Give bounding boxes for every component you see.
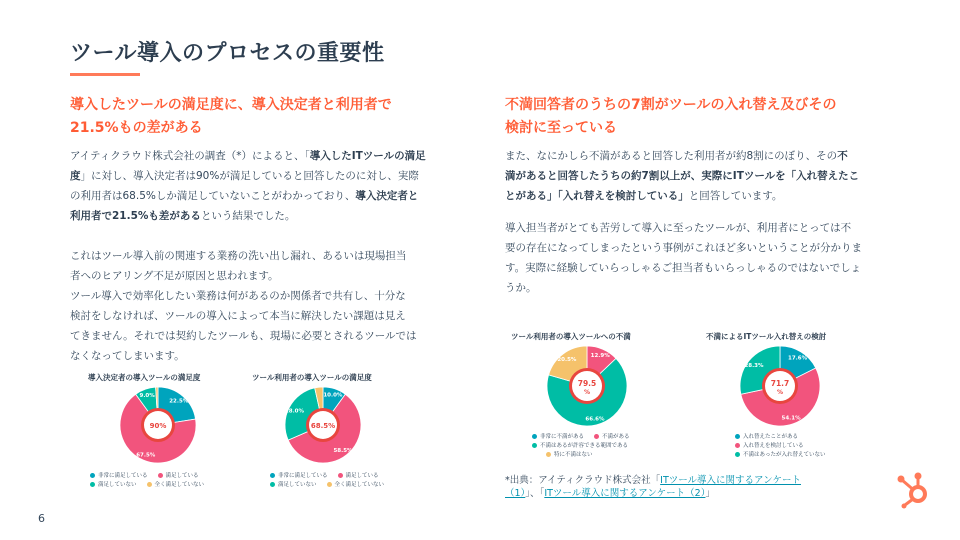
page-number: 6 [38,512,45,525]
chart-3-donut [540,345,634,427]
legend-label: 全く満足していない [154,482,205,488]
text-run-bold: 導入したITツールの満足 [309,150,426,162]
text-run: という結果でした。 [200,210,296,222]
chart-2-donut [275,386,371,464]
slice-label: 17.6% [788,355,808,362]
chart-4-donut [733,345,827,427]
text-run: と回答しています。 [688,190,783,202]
right-para-line [505,166,859,186]
legend-label: 不満はあるが許容できる範囲である [540,443,629,449]
slice-label: 10.0% [323,392,343,399]
chart-3-title: ツール利用者の導入ツールへの不満 [511,332,631,341]
legend-label: 全く満足していない [334,482,385,488]
slice-label: 28.0% [284,408,305,415]
slice-label: 54.1% [781,415,801,422]
legend-label: 不満はあったが入れ替えていない [743,452,826,458]
chart-4-title: 不満によるITツール入れ替えの検討 [706,332,827,341]
slice-label: 58.5% [333,447,353,454]
right-para-line [505,146,859,166]
slice-label: 22.5% [169,398,189,405]
left-para2-line: てきません。それでは契約したツールも、現場に必要とされるツールでは [70,330,417,342]
chart-1-legend [90,472,214,490]
source-link-1-cont[interactable]: （1） [505,488,526,499]
center-label: 90% [149,422,167,430]
center-label-value: 71.7 [770,379,790,388]
text-run-bold: 満があると回答したうちの約7割以上が、実際にITツールを「入れ替えたこ [505,170,860,182]
source-suffix: 」 [705,488,715,499]
legend-label: 入れ替えを検討している [743,443,804,449]
title-underline [70,73,140,76]
legend-label: 満足していない [98,482,137,488]
center-label: 68.5% [310,422,336,430]
right-para2-line: 要の存在になってしまったという事例がこれほど多いということが分かりま [505,242,862,254]
left-para2-line: これはツール導入前の関連する業務の洗い出し漏れ、あるいは現場担当 [70,250,407,262]
right-heading-line-1: 不満回答者のうちの7割がツールの入れ替え及びその [505,97,837,113]
left-para2-line: ツール導入で効率化したい業務は何があるのか関係者で共有し、十分な [70,290,406,302]
chart-1-donut [110,386,206,464]
slice-label: 12.9% [590,353,610,360]
page-title: ツール導入のプロセスの重要性 [70,41,385,66]
right-para2-line: す。実際に経験していらっしゃるご担当者もいらっしゃるのではないでしょ [505,262,862,274]
center-label-unit: % [583,389,591,396]
chart-4-legend [735,433,835,460]
left-heading [70,94,392,140]
text-run-bold: 不 [837,150,848,162]
text-run-bold: とがある」「入れ替えを検討している」 [505,190,689,202]
left-para2-line: 者へのヒアリング不足が原因と思われます。 [70,270,279,282]
legend-label: 非常に不満がある [540,434,585,440]
legend-label: 満足している [345,473,379,479]
text-run-bold: 導入決定者と [355,190,419,202]
hubspot-logo-icon [894,470,934,510]
chart-1-title: 導入決定者の導入ツールの満足度 [88,373,201,382]
legend-label: 特に不満はない [554,452,593,458]
slice-label: 28.3% [744,362,764,369]
right-paragraph-1 [505,146,859,206]
legend-label: 入れ替えたことがある [743,434,799,440]
text-run: また、なにかしら不満があると回答した利用者が約8割にのぼり、その [505,150,838,162]
right-paragraph-2 [505,218,862,298]
chart-2-legend [270,472,394,490]
text-run-bold: 利用者で21.5%も差がある [70,210,201,222]
text-run: の利用者は68.5%しか満足していないことがわかっており、 [70,190,356,202]
left-paragraph [70,146,426,366]
slice-label: 20.5% [557,357,577,364]
center-label-unit: % [776,389,784,396]
left-para-line [70,146,426,166]
legend-label: 非常に満足している [278,473,328,479]
legend-label: 満足している [165,473,199,479]
right-heading-line-2: 検討に至っている [505,120,617,136]
left-para2-line: なくなってしまいます。 [70,350,185,362]
left-para-line [70,206,426,226]
source-citation [505,474,801,500]
center-label-value: 79.5 [577,379,597,388]
right-para2-line: うか。 [505,282,537,294]
slice-label: 66.6% [585,416,605,423]
source-link-1[interactable]: ITツール導入に関するアンケート [660,475,801,486]
right-heading [505,94,836,140]
text-run-bold: 度 [70,170,81,182]
slice-label: 67.5% [136,452,156,459]
text-run: 」に対し、導入決定者は90%が満足していると回答したのに対し、実際 [80,170,419,182]
right-para2-line: 導入担当者がとても苦労して導入に至ったツールが、利用者にとっては不 [505,222,852,234]
text-run: アイティクラウド株式会社の調査（*）によると、「 [70,150,310,162]
slice-label: 9.0% [139,392,155,399]
left-heading-line-2: 21.5%もの差がある [70,120,203,136]
right-para-line [505,186,859,206]
left-para-line [70,166,426,186]
chart-3-legend [532,433,640,460]
left-heading-line-1: 導入したツールの満足度に、導入決定者と利用者で [70,97,392,113]
source-link-2[interactable]: ITツール導入に関するアンケート（2） [544,488,706,499]
source-prefix: *出典：アイティクラウド株式会社「 [505,475,661,486]
left-para2-line: 検討をしなければ、ツールの導入によって本当に解決したい課題は見え [70,310,406,322]
source-separator: 」、「 [525,488,545,499]
legend-label: 不満がある [602,434,630,440]
legend-label: 満足していない [278,482,317,488]
left-para-line [70,186,426,206]
legend-label: 非常に満足している [98,473,148,479]
chart-2-title: ツール利用者の導入ツールの満足度 [252,373,372,382]
